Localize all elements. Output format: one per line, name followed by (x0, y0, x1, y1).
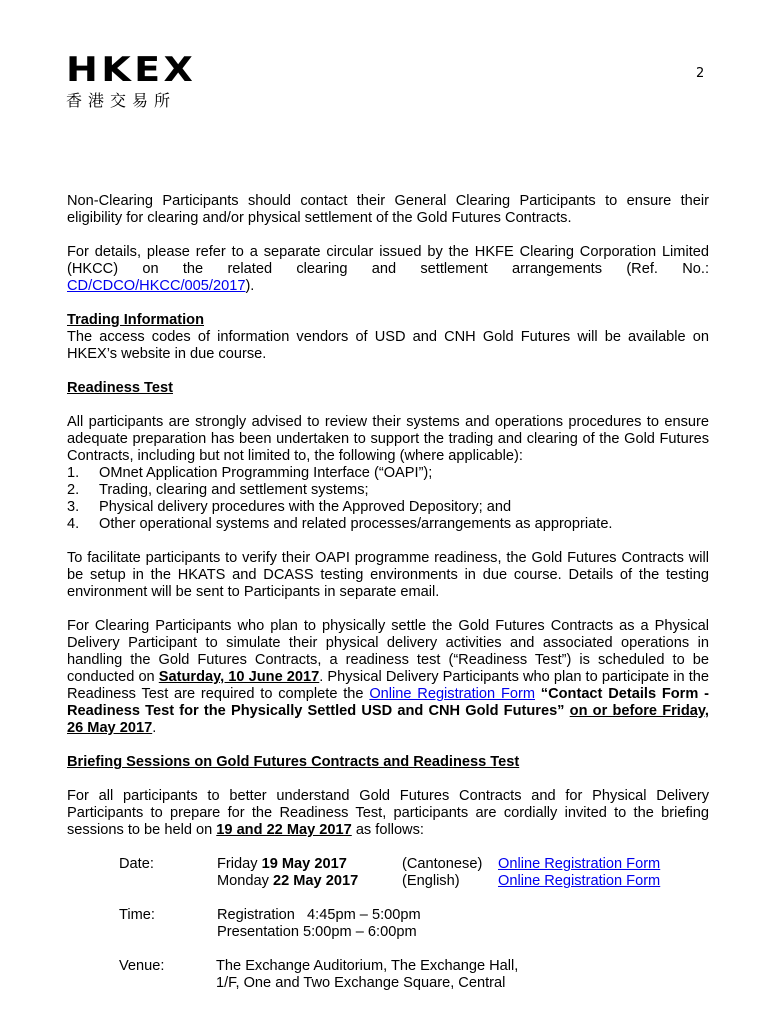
session-date (217, 856, 402, 873)
text: as follows: (351, 822, 424, 838)
date-value: 19 May 2017 (261, 856, 347, 872)
circular-ref-link[interactable]: CD/CDCO/HKCC/005/2017 (67, 278, 246, 294)
text: 5:00pm – 6:00pm (303, 924, 417, 940)
text: For details, please refer to a separate circular issued by the HKFE Clearing Corporation Limited (HKCC) on the related clearing and settlement arrangements (Ref. No.: (67, 244, 709, 277)
time-row (119, 924, 709, 941)
session-language: (English) (402, 873, 460, 889)
list-text: Trading, clearing and settlement systems; (99, 482, 369, 498)
heading-briefing-sessions: Briefing Sessions on Gold Futures Contracts and Readiness Test (67, 754, 520, 770)
session-row (119, 856, 709, 873)
list-text: Physical delivery procedures with the Approved Depository; and (99, 499, 512, 515)
paragraph-briefing-intro (67, 788, 709, 839)
briefing-schedule (119, 856, 709, 992)
text: . (152, 720, 157, 736)
hkex-logo (66, 50, 197, 110)
text: 4:45pm – 5:00pm (307, 907, 421, 923)
time-entry (217, 924, 417, 941)
paragraph-details (67, 244, 709, 295)
date-value: 22 May 2017 (272, 873, 359, 889)
venue-row (119, 958, 709, 975)
text: Registration (217, 907, 295, 923)
paragraph-ncp: Non-Clearing Participants should contact their General Clearing Participants to ensure their eligibility for clearing and/or physical settlement of the Gold Futures Contracts. (67, 193, 709, 226)
text: Presentation (217, 924, 299, 940)
online-registration-link-cantonese[interactable]: Online Registration Form (498, 856, 661, 872)
registration-deadline: on or before Friday, 26 May 2017 (67, 703, 709, 736)
paragraph-oapi: To facilitate participants to verify their OAPI programme readiness, the Gold Futures Contracts will be setup in the HKATS and DCASS testing environments in due course. Details of the testing environment will be sent to Participants in separate email. (67, 550, 709, 600)
paragraph-clearing-participants (67, 618, 709, 737)
list-item (67, 482, 709, 499)
text: Friday (217, 856, 262, 872)
venue-row (119, 975, 709, 992)
online-registration-link-english[interactable]: Online Registration Form (498, 873, 661, 889)
date-label: Date: (119, 856, 154, 872)
venue-line: 1/F, One and Two Exchange Square, Central (216, 975, 506, 991)
session-date (217, 873, 402, 890)
document-body (67, 193, 709, 992)
text: Monday (217, 873, 273, 889)
list-number: 1. (67, 465, 80, 481)
spacer (119, 873, 217, 890)
session-language: (Cantonese) (402, 856, 483, 872)
logo-english: HKEX (66, 50, 197, 90)
venue-line: The Exchange Auditorium, The Exchange Hall, (216, 958, 519, 974)
list-text: OMnet Application Programming Interface (“OAPI”); (99, 465, 433, 481)
text: . Physical Delivery Participants who plan to participate in the Readiness Test are required to complete the (67, 669, 709, 702)
list-number: 2. (67, 482, 80, 498)
list-number: 4. (67, 516, 80, 532)
logo-chinese: 香港交易所 (66, 91, 177, 110)
briefing-dates: 19 and 22 May 2017 (216, 822, 352, 838)
venue-label: Venue: (119, 958, 165, 974)
text: For Clearing Participants who plan to physically settle the Gold Futures Contracts as a Physical Delivery Participant to simulate their physical delivery activities and associated operations in handling the Gold Futures Contracts, a readiness test (“Readiness Test”) is scheduled to be conducted on (67, 618, 709, 685)
time-entry (217, 907, 421, 924)
heading-trading-information: Trading Information (67, 312, 205, 328)
time-label: Time: (119, 907, 155, 923)
online-registration-link-readiness[interactable]: Online Registration Form (369, 686, 535, 702)
page-number: 2 (696, 66, 705, 81)
paragraph-trading-info: The access codes of information vendors of USD and CNH Gold Futures will be available on HKEX’s website in due course. (67, 329, 709, 362)
text: For all participants to better understand Gold Futures Contracts and for Physical Delivery Participants to prepare for the Readiness Test, participants are cordially invited to the briefing sessions to be held on (67, 788, 709, 838)
time-row (119, 907, 709, 924)
session-row (119, 873, 709, 890)
heading-readiness-test: Readiness Test (67, 380, 173, 396)
paragraph-readiness-intro: All participants are strongly advised to review their systems and operations procedures to ensure adequate preparation has been undertaken to support the trading and clearing of the Gold Futures Contracts, including but not limited to, the following (where applicable): (67, 414, 709, 464)
list-item (67, 516, 709, 533)
list-item (67, 465, 709, 482)
list-text: Other operational systems and related processes/arrangements as appropriate. (99, 516, 613, 532)
list-number: 3. (67, 499, 80, 515)
readiness-list (67, 465, 709, 533)
spacer (119, 975, 216, 992)
readiness-test-date: Saturday, 10 June 2017 (158, 669, 320, 685)
list-item (67, 499, 709, 516)
spacer (119, 924, 217, 941)
form-name: “Contact Details Form - Readiness Test for the Physically Settled USD and CNH Gold Futures” (67, 686, 709, 719)
text: ). (245, 278, 255, 294)
